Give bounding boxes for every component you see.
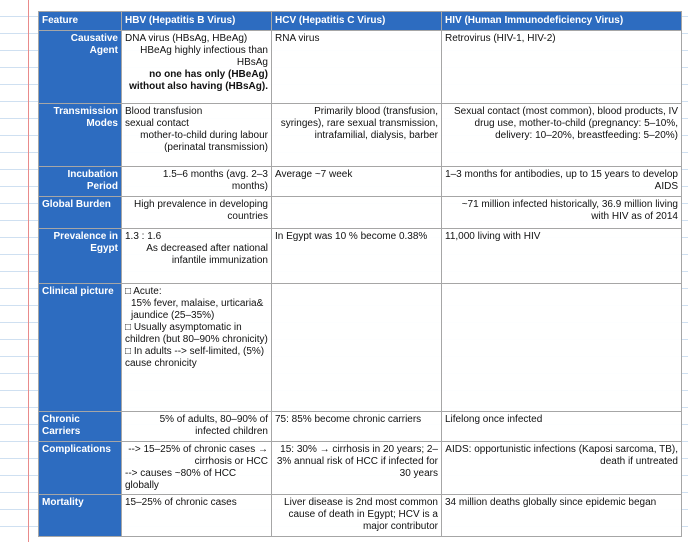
cell-hiv: [442, 284, 682, 412]
cell-hcv: [272, 284, 442, 412]
cell-hiv: 1–3 months for antibodies, up to 15 years to develop AIDS: [442, 167, 682, 197]
cell-hbv: 1.5–6 months (avg. 2–3 months): [122, 167, 272, 197]
table-row: [39, 229, 682, 284]
cell-text: HBeAg highly infectious than HBsAg: [140, 45, 268, 68]
cell-text: no one has only (HBeAg) without also having (HBsAg).: [129, 69, 268, 92]
row-label: Mortality: [39, 495, 122, 537]
row-label: Chronic Carriers: [39, 412, 122, 442]
table-row: [39, 412, 682, 442]
cell-hiv: Sexual contact (most common), blood products, IV drug use, mother-to-child (pregnancy: 5–10%, delivery: 10–20%, breastfeeding: 5–20%): [442, 104, 682, 167]
notebook-margin-line: [28, 0, 29, 542]
cell-hcv: In Egypt was 10 % become 0.38%: [272, 229, 442, 284]
header-feature: Feature: [39, 12, 122, 31]
cell-hcv: 15: 30% → cirrhosis in 20 years; 2–3% annual risk of HCC if infected for 30 years: [272, 442, 442, 495]
row-label: Clinical picture: [39, 284, 122, 412]
cell-hiv: ~71 million infected historically, 36.9 million living with HIV as of 2014: [442, 197, 682, 229]
cell-text: 1.3 : 1.6: [125, 231, 162, 242]
cell-text: DNA virus (HBsAg, HBeAg): [125, 33, 248, 44]
table-row: [39, 284, 682, 412]
cell-hiv: 34 million deaths globally since epidemic began: [442, 495, 682, 537]
table-row: [39, 495, 682, 537]
cell-hbv: [122, 442, 272, 495]
cell-text: As decreased after national infantile immunization: [146, 243, 268, 266]
header-hbv: HBV (Hepatitis B Virus): [122, 12, 272, 31]
cell-hiv: Lifelong once infected: [442, 412, 682, 442]
cell-text: Blood transfusion: [125, 106, 203, 117]
row-label: Prevalence in Egypt: [39, 229, 122, 284]
table-row: [39, 442, 682, 495]
cell-text: 15% fever, malaise, urticaria& jaundice (25–35%): [131, 298, 264, 321]
cell-hcv: Average ~7 week: [272, 167, 442, 197]
cell-hbv: [122, 104, 272, 167]
table-row: [39, 31, 682, 104]
row-label: Causative Agent: [39, 31, 122, 104]
cell-text: □ Usually asymptomatic in children (but 80–90% chronicity): [125, 322, 268, 345]
cell-text: sexual contact: [125, 118, 189, 129]
table-header-row: [39, 12, 682, 31]
row-label: Incubation Period: [39, 167, 122, 197]
cell-hbv: [122, 31, 272, 104]
cell-hiv: 11,000 living with HIV: [442, 229, 682, 284]
virus-comparison-table: [38, 11, 682, 537]
cell-hbv: [122, 229, 272, 284]
cell-hbv: 15–25% of chronic cases: [122, 495, 272, 537]
table-row: [39, 104, 682, 167]
table-row: [39, 197, 682, 229]
cell-text: □ Acute:: [125, 286, 162, 297]
table-row: [39, 167, 682, 197]
cell-text: mother-to-child during labour (perinatal transmission): [140, 130, 268, 153]
header-hiv: HIV (Human Immunodeficiency Virus): [442, 12, 682, 31]
cell-text: □ In adults --> self-limited, (5%) cause chronicity: [125, 346, 265, 369]
cell-hcv: Liver disease is 2nd most common cause of death in Egypt; HCV is a major contributor: [272, 495, 442, 537]
cell-hcv: 75: 85% become chronic carriers: [272, 412, 442, 442]
cell-hbv: [122, 284, 272, 412]
cell-hcv: RNA virus: [272, 31, 442, 104]
cell-hbv: High prevalence in developing countries: [122, 197, 272, 229]
cell-hcv: [272, 197, 442, 229]
cell-text: --> 15–25% of chronic cases → cirrhosis or HCC: [128, 444, 268, 467]
row-label: Global Burden: [39, 197, 122, 229]
cell-hiv: Retrovirus (HIV-1, HIV-2): [442, 31, 682, 104]
cell-text: --> causes ~80% of HCC globally: [125, 468, 237, 491]
row-label: Complications: [39, 442, 122, 495]
row-label: Transmission Modes: [39, 104, 122, 167]
cell-hiv: AIDS: opportunistic infections (Kaposi sarcoma, TB), death if untreated: [442, 442, 682, 495]
cell-hcv: Primarily blood (transfusion, syringes), rare sexual transmission, intrafamilial, dialysis, barber: [272, 104, 442, 167]
cell-hbv: 5% of adults, 80–90% of infected children: [122, 412, 272, 442]
header-hcv: HCV (Hepatitis C Virus): [272, 12, 442, 31]
